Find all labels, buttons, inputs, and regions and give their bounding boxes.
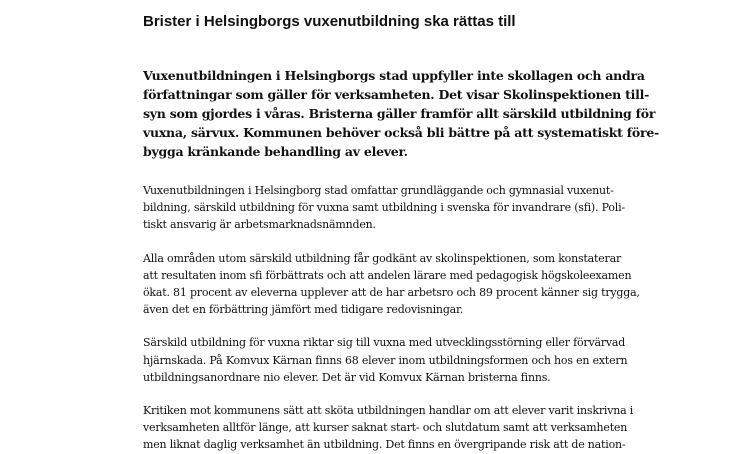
body-line: men liknat daglig verksamhet än utbildning. Det finns en övergripande risk att de nation- <box>143 438 626 452</box>
body-line: Vuxenutbildningen i Helsingborg stad omfattar grundläggande och gymnasial vuxenut- <box>143 184 614 197</box>
lead-line: syn som gjordes i våras. Bristerna gäller framför allt särskild utbildning för <box>143 106 656 121</box>
body-paragraph-criticism <box>143 402 634 454</box>
body-line: verksamheten alltför länge, att kurser saknat start- och slutdatum samt att verksamheten <box>143 421 628 435</box>
body-paragraph-scope <box>143 182 625 234</box>
article-headline: Brister i Helsingborgs vuxenutbildning ska rättas till <box>143 13 516 30</box>
body-line: bildning, särskild utbildning för vuxna samt utbildning i svenska för invandrare (sfi). Poli- <box>143 201 625 215</box>
lead-line: Vuxenutbildningen i Helsingborgs stad uppfyller inte skollagen och andra <box>143 68 645 83</box>
body-line: hjärnskada. På Komvux Kärnan finns 68 elever inom utbildningsformen och hos en extern <box>143 353 628 367</box>
lead-paragraph <box>143 66 659 161</box>
body-line: tiskt ansvarig är arbetsmarknadsnämnden. <box>143 218 376 232</box>
lead-line: bygga kränkande behandling av elever. <box>143 144 408 159</box>
body-line: ökat. 81 procent av eleverna upplever att de har arbetsro och 89 procent känner sig trygga, <box>143 286 640 300</box>
body-paragraph-results <box>143 250 640 319</box>
body-line: Alla områden utom särskild utbildning får godkänt av skolinspektionen, som konstaterar <box>143 251 622 265</box>
body-line: att resultaten inom sfi förbättrats och att andelen lärare med pedagogisk högskoleexamen <box>143 268 632 282</box>
body-line: utbildningsanordnare nio elever. Det är vid Komvux Kärnan bristerna finns. <box>143 370 551 384</box>
lead-line: författningar som gäller för verksamheten. Det visar Skolinspektionen till- <box>143 87 650 102</box>
body-line: Kritiken mot kommunens sätt att sköta utbildningen handlar om att elever varit inskrivna i <box>143 404 634 418</box>
article-body <box>143 66 659 454</box>
body-line: Särskild utbildning för vuxna riktar sig till vuxna med utvecklingsstörning eller förvärvad <box>143 336 626 350</box>
lead-line: vuxna, särvux. Kommunen behöver också bli bättre på att systematiskt före- <box>143 125 659 140</box>
body-line: även det en förbättring jämfört med tidigare redovisningar. <box>143 303 464 317</box>
body-paragraph-sarvux <box>143 334 628 386</box>
